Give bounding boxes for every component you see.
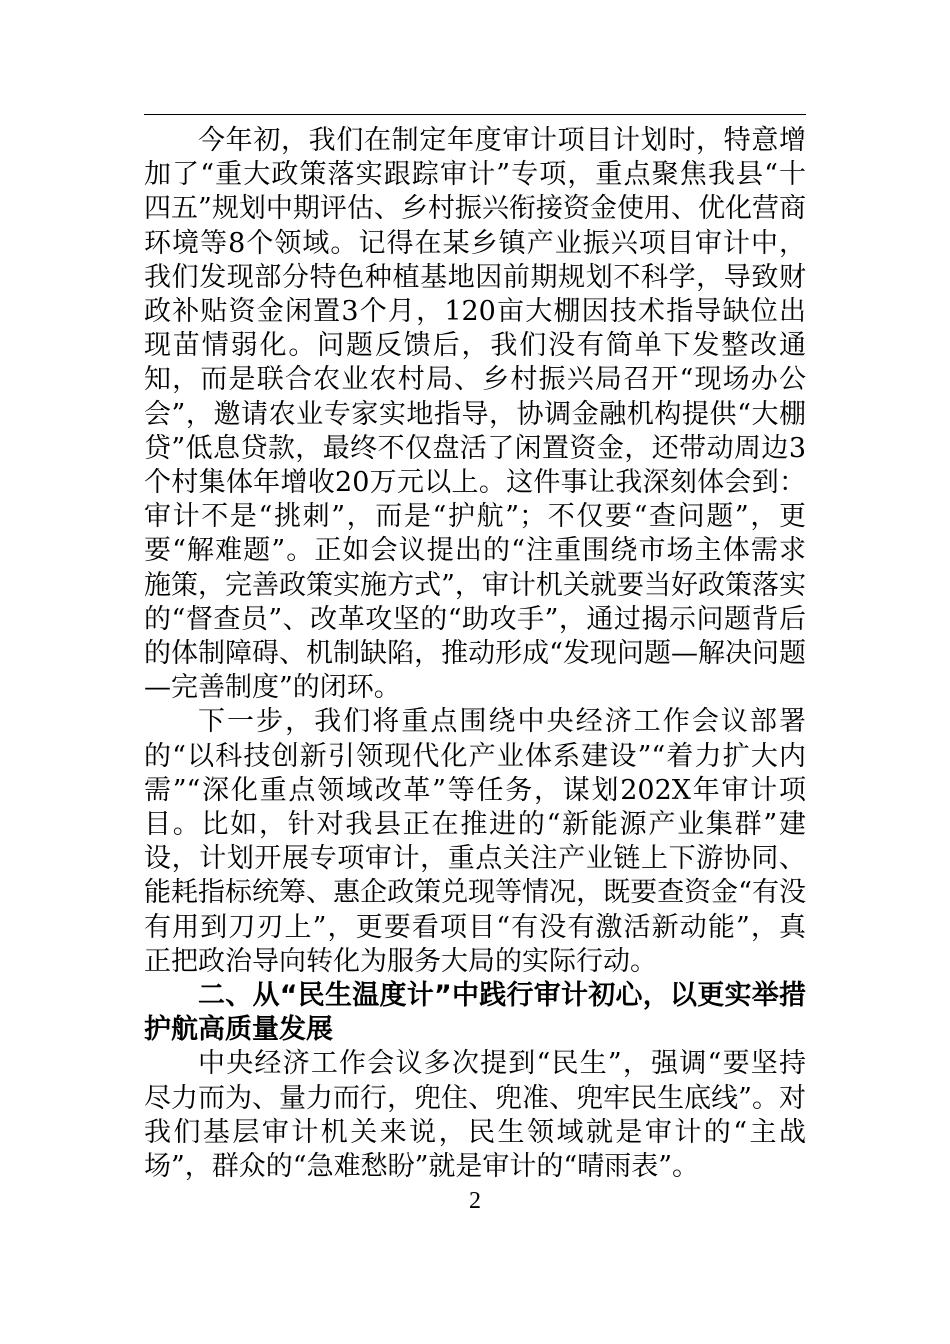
paragraph-1: 今年初，我们在制定年度审计项目计划时，特意增加了“重大政策落实跟踪审计”专项，重点聚焦我县“十四五”规划中期评估、乡村振兴衔接资金使用、优化营商环境等8个领域。记得在某乡镇产业振兴项目审计中，我们发现部分特色种植基地因前期规划不科学，导致财政补贴资金闲置3个月，120亩大棚因技术指导缺位出现苗情弱化。问题反馈后，我们没有简单下发整改通知，而是联合农业农村局、乡村振兴局召开“现场办公会”，邀请农业专家实地指导，协调金融机构提供“大棚贷”低息贷款，最终不仅盘活了闲置资金，还带动周边3个村集体年增收20万元以上。这件事让我深刻体会到：审计不是“挑刺”，而是“护航”；不仅要“查问题”，更要“解难题”。正如会议提出的“注重围绕市场主体需求施策，完善政策实施方式”，审计机关就要当好政策落实的“督查员”、改革攻坚的“助攻手”，通过揭示问题背后的体制障碍、机制缺陷，推动形成“发现问题—解决问题—完善制度”的闭环。 [144, 125, 806, 704]
paragraph-2: 下一步，我们将重点围绕中央经济工作会议部署的“以科技创新引领现代化产业体系建设”“着力扩大内需”“深化重点领域改革”等任务，谋划202X年审计项目。比如，针对我县正在推进的“新能源产业集群”建设，计划开展专项审计，重点关注产业链上下游协同、能耗指标统筹、惠企政策兑现等情况，既要查资金“有没有用到刀刃上”，更要看项目“有没有激活新动能”，真正把政治导向转化为服务大局的实际行动。 [144, 706, 806, 977]
body-text [144, 124, 806, 1184]
section-heading: 二、从“民生温度计”中践行审计初心，以更实举措护航高质量发展 [144, 980, 806, 1046]
header-rule [144, 114, 806, 115]
page-number: 2 [469, 1188, 481, 1214]
paragraph-3: 中央经济工作会议多次提到“民生”，强调“要坚持尽力而为、量力而行，兜住、兜准、兜牢民生底线”。对我们基层审计机关来说，民生领域就是审计的“主战场”，群众的“急难愁盼”就是审计的“晴雨表”。 [144, 1048, 806, 1183]
